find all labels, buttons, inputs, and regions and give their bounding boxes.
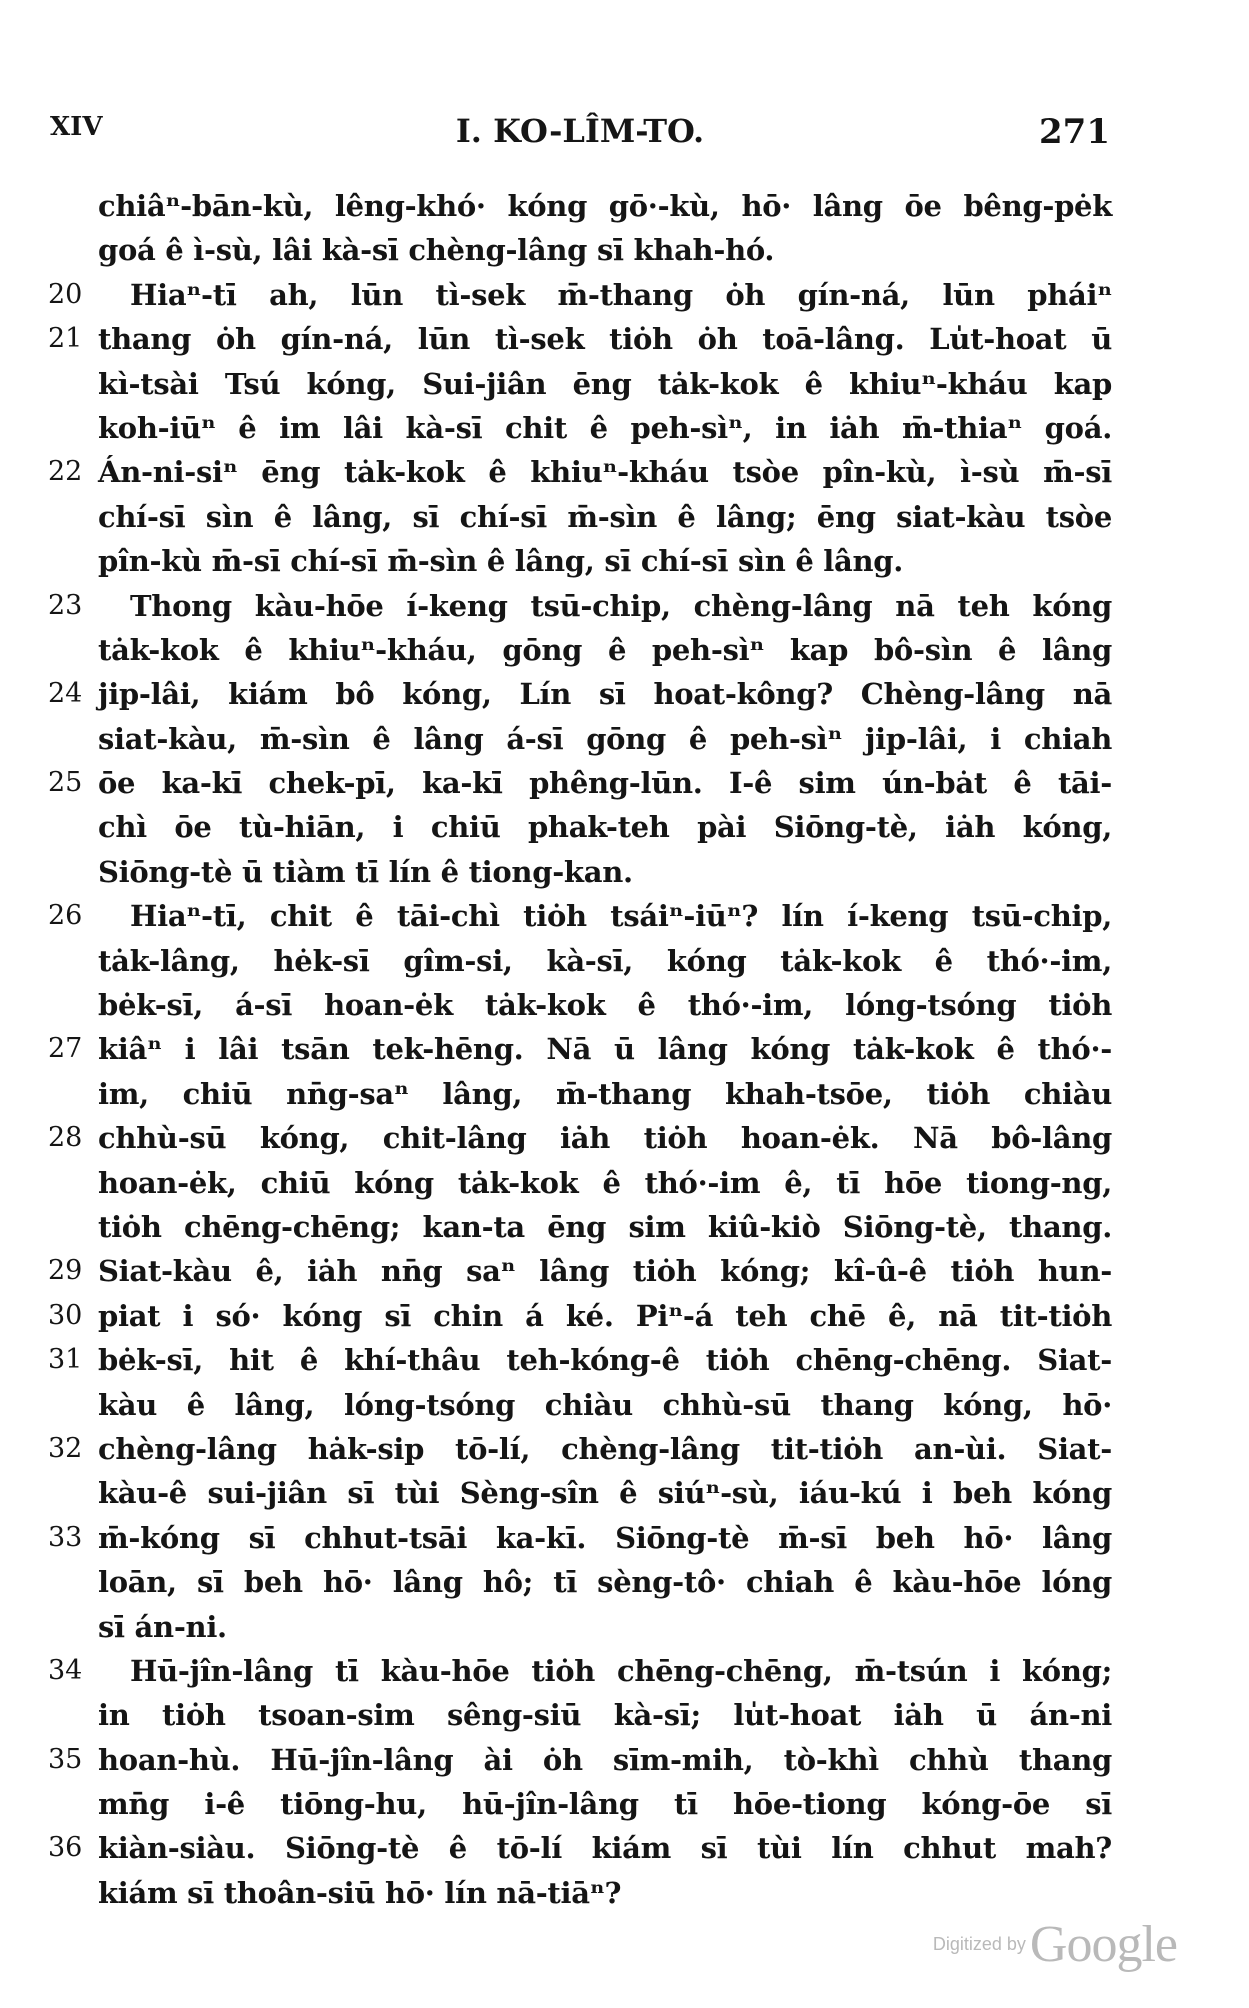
text-line bbox=[48, 894, 1128, 938]
line-text: Án-ni-siⁿ ēng tȧk-kok ê khiuⁿ-kháu tsòe pîn-kù, ì-sù m̄-sī bbox=[98, 455, 1112, 490]
text-body bbox=[48, 184, 1128, 1915]
verse-number: 20 bbox=[48, 278, 83, 310]
line-text: mn̄g i-ê tiōng-hu, hū-jîn-lâng tī hōe-tiong kóng-ōe sī bbox=[98, 1787, 1112, 1822]
verse-number: 29 bbox=[48, 1255, 83, 1287]
line-text: ōe ka-kī chek-pī, ka-kī phêng-lūn. I-ê sim ún-bȧt ê tāi- bbox=[98, 766, 1112, 801]
text-line bbox=[48, 228, 1128, 272]
text-line bbox=[48, 1027, 1128, 1071]
line-text: sī án-ni. bbox=[98, 1609, 227, 1644]
line-text: kiâⁿ i lâi tsān tek-hēng. Nā ū lâng kóng tȧk-kok ê thó·- bbox=[98, 1032, 1112, 1067]
line-text: loān, sī beh hō· lâng hô; tī sèng-tô· chiah ê kàu-hōe lóng bbox=[98, 1565, 1112, 1600]
line-text: thang ȯh gín-ná, lūn tì-sek tiȯh ȯh toā-lâng. Lu̍t-hoat ū bbox=[98, 322, 1112, 357]
text-line bbox=[48, 1427, 1128, 1471]
line-text: m̄-kóng sī chhut-tsāi ka-kī. Siōng-tè m̄-sī beh hō· lâng bbox=[98, 1520, 1112, 1555]
text-line bbox=[48, 1471, 1128, 1515]
text-line bbox=[48, 1693, 1128, 1737]
line-text: goá ê ì-sù, lâi kà-sī chèng-lâng sī khah-hó. bbox=[98, 233, 775, 268]
line-text: hoan-ėk, chiū kóng tȧk-kok ê thó·-im ê, tī hōe tiong-ng, bbox=[98, 1165, 1112, 1200]
page-number: 271 bbox=[1039, 112, 1110, 152]
text-line bbox=[48, 273, 1128, 317]
text-line bbox=[48, 1072, 1128, 1116]
line-text: chì ōe tù-hiān, i chiū phak-teh pài Siōng-tè, iȧh kóng, bbox=[98, 810, 1112, 845]
verse-number: 34 bbox=[48, 1654, 83, 1686]
line-text: siat-kàu, m̄-sìn ê lâng á-sī gōng ê peh-sìⁿ jip-lâi, i chiah bbox=[98, 721, 1112, 756]
line-text: chí-sī sìn ê lâng, sī chí-sī m̄-sìn ê lâng; ēng siat-kàu tsòe bbox=[98, 499, 1112, 534]
text-line bbox=[48, 672, 1128, 716]
line-text: piat i só· kóng sī chin á ké. Piⁿ-á teh chē ê, nā tit-tiȯh bbox=[98, 1298, 1112, 1333]
text-line bbox=[48, 495, 1128, 539]
line-text: Siōng-tè ū tiàm tī lín ê tiong-kan. bbox=[98, 854, 633, 889]
verse-number: 35 bbox=[48, 1743, 83, 1775]
line-text: Hiaⁿ-tī ah, lūn tì-sek m̄-thang ȯh gín-ná, lūn pháiⁿ bbox=[130, 277, 1112, 312]
verse-number: 26 bbox=[48, 900, 83, 932]
line-text: bėk-sī, á-sī hoan-ėk tȧk-kok ê thó·-im, lóng-tsóng tiȯh bbox=[98, 988, 1112, 1023]
text-line bbox=[48, 362, 1128, 406]
text-line bbox=[48, 1605, 1128, 1649]
line-text: in tiȯh tsoan-sim sêng-siū kà-sī; lu̍t-hoat iȧh ū án-ni bbox=[98, 1698, 1112, 1733]
running-header bbox=[50, 112, 1110, 152]
line-text: koh-iūⁿ ê im lâi kà-sī chit ê peh-sìⁿ, in iȧh m̄-thiaⁿ goá. bbox=[98, 410, 1112, 445]
text-line bbox=[48, 184, 1128, 228]
text-line bbox=[48, 1249, 1128, 1293]
line-text: bėk-sī, hit ê khí-thâu teh-kóng-ê tiȯh chēng-chēng. Siat- bbox=[98, 1343, 1112, 1378]
verse-number: 28 bbox=[48, 1122, 83, 1154]
header-chapter-title: I. KO-LÎM-TO. bbox=[455, 112, 705, 150]
text-line bbox=[48, 717, 1128, 761]
text-line bbox=[48, 584, 1128, 628]
line-text: chhù-sū kóng, chit-lâng iȧh tiȯh hoan-ėk. Nā bô-lâng bbox=[98, 1121, 1112, 1156]
text-line bbox=[48, 628, 1128, 672]
verse-number: 24 bbox=[48, 678, 83, 710]
text-line bbox=[48, 317, 1128, 361]
line-text: jip-lâi, kiám bô kóng, Lín sī hoat-kông? Chèng-lâng nā bbox=[98, 677, 1112, 712]
verse-number: 27 bbox=[48, 1033, 83, 1065]
watermark-prefix: Digitized by bbox=[932, 1934, 1026, 1954]
verse-number: 21 bbox=[48, 323, 83, 355]
line-text: tȧk-lâng, hėk-sī gîm-si, kà-sī, kóng tȧk-kok ê thó·-im, bbox=[98, 943, 1112, 978]
line-text: Hiaⁿ-tī, chit ê tāi-chì tiȯh tsáiⁿ-iūⁿ? lín í-keng tsū-chip, bbox=[130, 899, 1112, 934]
line-text: tiȯh chēng-chēng; kan-ta ēng sim kiû-kiò Siōng-tè, thang. bbox=[98, 1209, 1112, 1244]
line-text: hoan-hù. Hū-jîn-lâng ài ȯh sīm-mih, tò-khì chhù thang bbox=[98, 1742, 1112, 1777]
verse-number: 36 bbox=[48, 1832, 83, 1864]
verse-number: 23 bbox=[48, 589, 83, 621]
line-text: kàu-ê sui-jiân sī tùi Sèng-sîn ê siúⁿ-sù, iáu-kú i beh kóng bbox=[98, 1476, 1112, 1511]
text-line bbox=[48, 983, 1128, 1027]
digitized-watermark bbox=[933, 1915, 1177, 1974]
text-line bbox=[48, 1161, 1128, 1205]
text-line bbox=[48, 1560, 1128, 1604]
text-line bbox=[48, 1338, 1128, 1382]
line-text: kì-tsài Tsú kóng, Sui-jiân ēng tȧk-kok ê khiuⁿ-kháu kap bbox=[98, 366, 1112, 401]
text-line bbox=[48, 1516, 1128, 1560]
text-line bbox=[48, 1871, 1128, 1915]
verse-number: 30 bbox=[48, 1299, 83, 1331]
text-line bbox=[48, 1205, 1128, 1249]
verse-number: 32 bbox=[48, 1432, 83, 1464]
text-line bbox=[48, 850, 1128, 894]
line-text: chèng-lâng hȧk-sip tō-lí, chèng-lâng tit-tiȯh an-ùi. Siat- bbox=[98, 1431, 1112, 1466]
line-text: kiám sī thoân-siū hō· lín nā-tiāⁿ? bbox=[98, 1875, 622, 1910]
text-line bbox=[48, 1649, 1128, 1693]
text-line bbox=[48, 1782, 1128, 1826]
line-text: kiàn-siàu. Siōng-tè ê tō-lí kiám sī tùi lín chhut mah? bbox=[98, 1831, 1112, 1866]
line-text: Thong kàu-hōe í-keng tsū-chip, chèng-lâng nā teh kóng bbox=[130, 588, 1112, 623]
text-line bbox=[48, 406, 1128, 450]
line-text: pîn-kù m̄-sī chí-sī m̄-sìn ê lâng, sī chí-sī sìn ê lâng. bbox=[98, 544, 904, 579]
verse-number: 31 bbox=[48, 1344, 83, 1376]
text-line bbox=[48, 761, 1128, 805]
line-text: im, chiū nn̄g-saⁿ lâng, m̄-thang khah-tsōe, tiȯh chiàu bbox=[98, 1076, 1112, 1111]
line-text: tȧk-kok ê khiuⁿ-kháu, gōng ê peh-sìⁿ kap bô-sìn ê lâng bbox=[98, 632, 1112, 667]
verse-number: 33 bbox=[48, 1521, 83, 1553]
google-logo: Google bbox=[1029, 1916, 1177, 1973]
text-line bbox=[48, 805, 1128, 849]
text-line bbox=[48, 539, 1128, 583]
text-line bbox=[48, 450, 1128, 494]
text-line bbox=[48, 1738, 1128, 1782]
line-text: chiâⁿ-bān-kù, lêng-khó· kóng gō·-kù, hō· lâng ōe bêng-pėk bbox=[98, 189, 1112, 223]
line-text: kàu ê lâng, lóng-tsóng chiàu chhù-sū thang kóng, hō· bbox=[98, 1387, 1112, 1422]
text-line bbox=[48, 1383, 1128, 1427]
line-text: Hū-jîn-lâng tī kàu-hōe tiȯh chēng-chēng, m̄-tsún i kóng; bbox=[130, 1653, 1112, 1688]
text-line bbox=[48, 1294, 1128, 1338]
text-line bbox=[48, 1826, 1128, 1870]
verse-number: 25 bbox=[48, 767, 83, 799]
line-text: Siat-kàu ê, iȧh nn̄g saⁿ lâng tiȯh kóng; kî-û-ê tiȯh hun- bbox=[98, 1254, 1112, 1289]
text-line bbox=[48, 1116, 1128, 1160]
verse-number: 22 bbox=[48, 456, 83, 488]
header-section-number: XIV bbox=[50, 112, 103, 142]
text-line bbox=[48, 939, 1128, 983]
